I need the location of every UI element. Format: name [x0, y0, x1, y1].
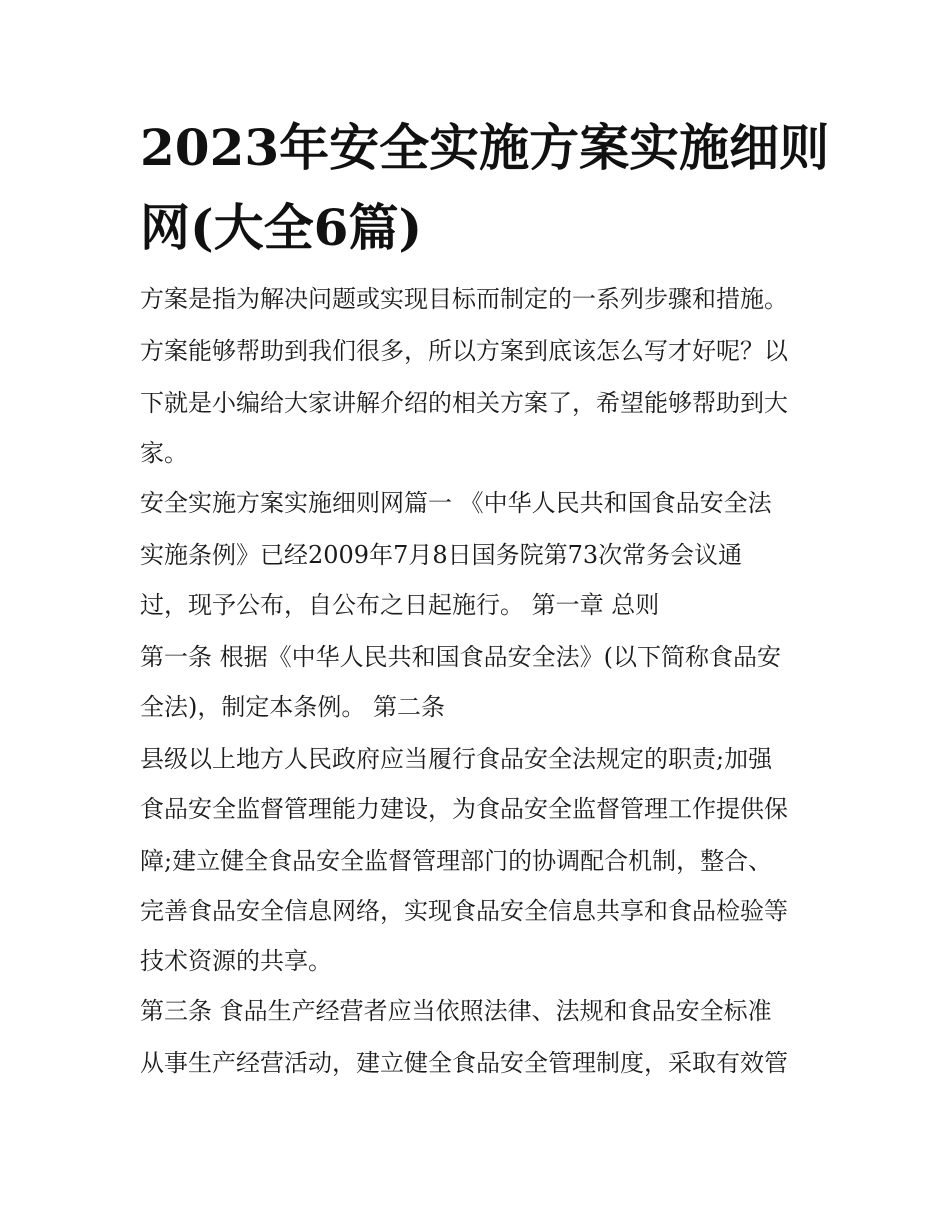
body-line: 食品安全监督管理能力建设，为食品安全监督管理工作提供保	[140, 795, 788, 823]
body-line: 下就是小编给大家讲解介绍的相关方案了，希望能够帮助到大	[140, 389, 788, 417]
body-line: 方案能够帮助到我们很多，所以方案到底该怎么写才好呢？以	[140, 337, 788, 365]
body-line: 安全实施方案实施细则网篇一 《中华人民共和国食品安全法	[140, 489, 772, 517]
document-title-line-1: 2023年安全实施方案实施细则	[140, 118, 830, 177]
body-line: 技术资源的共享。	[140, 947, 332, 975]
body-line: 县级以上地方人民政府应当履行食品安全法规定的职责;加强	[140, 745, 773, 773]
body-line: 全法)，制定本条例。 第二条	[140, 693, 445, 721]
document-title-line-2: 网(大全6篇)	[140, 198, 423, 257]
body-line: 障;建立健全食品安全监督管理部门的协调配合机制，整合、	[140, 847, 773, 875]
body-line: 从事生产经营活动，建立健全食品安全管理制度，采取有效管	[140, 1049, 788, 1077]
body-line: 第三条 食品生产经营者应当依照法律、法规和食品安全标准	[140, 997, 772, 1025]
body-line: 方案是指为解决问题或实现目标而制定的一系列步骤和措施。	[140, 285, 788, 313]
body-line: 过，现予公布，自公布之日起施行。 第一章 总则	[140, 591, 660, 619]
body-line: 家。	[140, 439, 188, 467]
body-line: 实施条例》已经2009年7月8日国务院第73次常务会议通	[140, 541, 743, 569]
body-line: 完善食品安全信息网络，实现食品安全信息共享和食品检验等	[140, 897, 788, 925]
body-line: 第一条 根据《中华人民共和国食品安全法》(以下简称食品安	[140, 643, 781, 671]
